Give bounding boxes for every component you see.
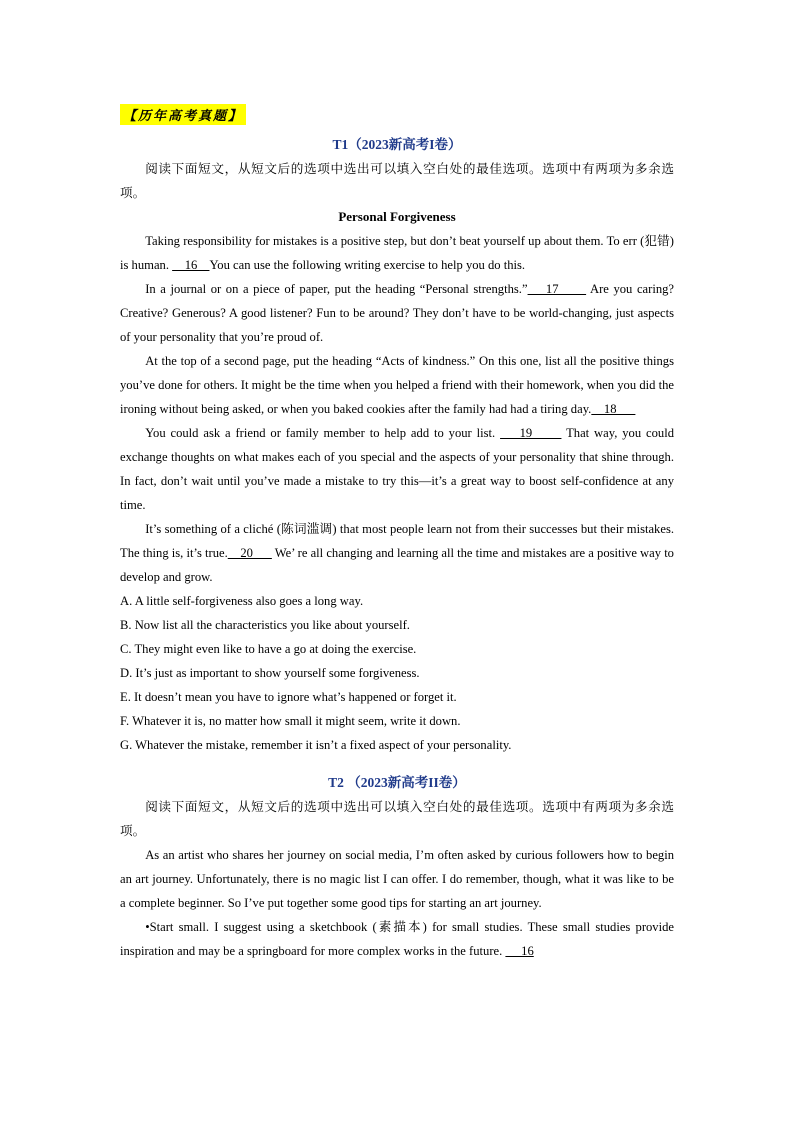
section2-instruction: 阅读下面短文，从短文后的选项中选出可以填入空白处的最佳选项。选项中有两项为多余选项。 [120, 800, 674, 838]
option-e: E. It doesn’t mean you have to ignore what’s happened or forget it. [120, 690, 457, 704]
blank-16: 16 [172, 258, 210, 272]
paragraph: Taking responsibility for mistakes is a positive step, but don’t beat yourself up about them. To err (犯错) is human. 16 You can use the following writing exercise to help you do this. [120, 234, 674, 272]
option-a: A. A little self-forgiveness also goes a long way. [120, 594, 364, 608]
document-page [120, 104, 674, 963]
option-b: B. Now list all the characteristics you like about yourself. [120, 618, 410, 632]
paragraph: As an artist who shares her journey on social media, I’m often asked by curious followers how to begin an art journey. Unfortunately, there is no magic list I can offer. I do remember, though, what it was like to be a complete beginner. So I’ve put together some good tips for starting an art journey. [120, 848, 674, 910]
blank-17: 17 [527, 282, 587, 296]
blank-16: 16 [505, 944, 534, 958]
passage-title: Personal Forgiveness [338, 209, 456, 224]
paragraph: It’s something of a cliché (陈词滥调) that most people learn not from their successes but their mistakes. The thing is, it’s true. 20 We’ re all changing and learning all the time and mistakes are a positive way to develop and grow. [120, 522, 674, 584]
option-d: D. It’s just as important to show yourself some forgiveness. [120, 666, 420, 680]
header-tag: 【历年高考真题】 [120, 104, 246, 125]
option-g: G. Whatever the mistake, remember it isn’t a fixed aspect of your personality. [120, 738, 512, 752]
option-c: C. They might even like to have a go at doing the exercise. [120, 642, 417, 656]
paragraph: In a journal or on a piece of paper, put the heading “Personal strengths.” 17 Are you caring? Creative? Generous? A good listener? Fun to be around? They don’t have to be world-changing, just aspects of your personality that you’re proud of. [120, 282, 675, 344]
section1-title: T1（2023新高考I卷） [332, 137, 462, 152]
blank-20: 20 [227, 546, 272, 560]
paragraph: You could ask a friend or family member to help add to your list. 19 That way, you could exchange thoughts on what makes each of you special and the aspects of your personality that shine through. In fact, don’t wait until you’ve made a mistake to try this—it’s a great way to boost self-confidence at any time. [120, 426, 674, 512]
paragraph: At the top of a second page, put the heading “Acts of kindness.” On this one, list all the positive things you’ve done for others. It might be the time when you helped a friend with their homework, when you did the ironing without being asked, or when you baked cookies after the family had had a tiring day. 18 [120, 354, 674, 416]
paragraph: •Start small. I suggest using a sketchbook (素描本) for small studies. These small studies provide inspiration and may be a springboard for more complex works in the future. 16 [120, 920, 674, 958]
section1-instruction: 阅读下面短文，从短文后的选项中选出可以填入空白处的最佳选项。选项中有两项为多余选项。 [120, 162, 674, 200]
section2-title: T2 （2023新高考II卷） [328, 775, 466, 790]
blank-18: 18 [591, 402, 636, 416]
blank-19: 19 [500, 426, 562, 440]
option-f: F. Whatever it is, no matter how small it might seem, write it down. [120, 714, 461, 728]
